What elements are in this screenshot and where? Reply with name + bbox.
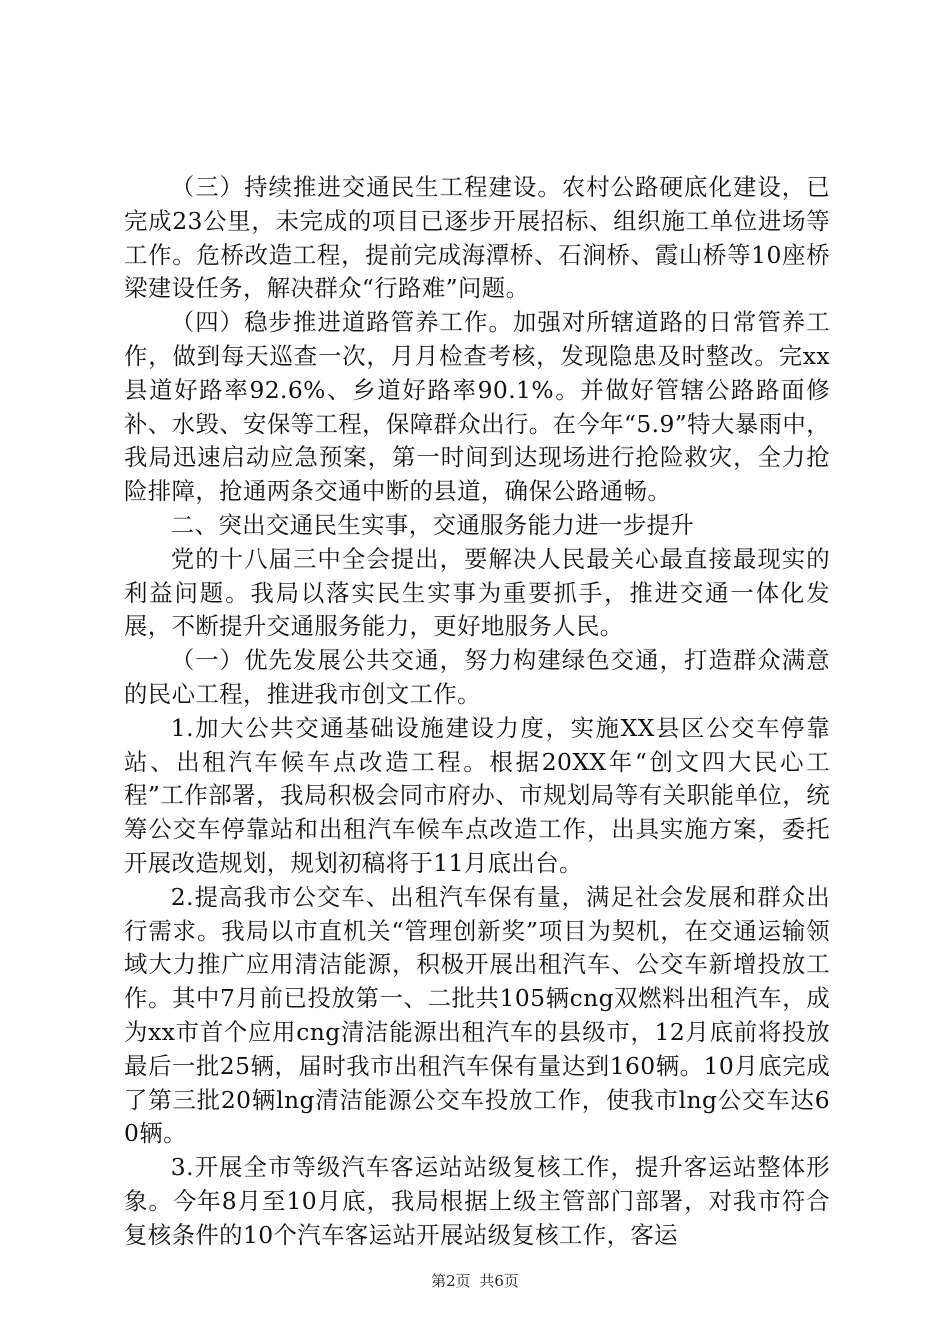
list-item-3-bus-station-review: 3.开展全市等级汽车客运站站级复核工作，提升客运站整体形象。今年8月至10月底，我局根据上级主管部门部署，对我市符合复核条件的10个汽车客运站开展站级复核工作，客运 bbox=[124, 1153, 830, 1249]
paragraph-4-road-maintenance: （四）稳步推进道路管养工作。加强对所辖道路的日常管养工作，做到每天巡查一次，月月检查考核，发现隐患及时整改。完xx县道好路率92.6%、乡道好路率90.1%。并做好管辖公路路面修补、水毁、安保等工程，保障群众出行。在今年“5.9”特大暴雨中，我局迅速启动应急预案，第一时间到达现场进行抢险救灾，全力抢险排障，抢通两条交通中断的县道，确保公路通畅。 bbox=[124, 308, 830, 506]
page-total: 共6页 bbox=[479, 1272, 519, 1290]
document-body bbox=[124, 171, 830, 1253]
page-number: 第2页 bbox=[431, 1272, 471, 1290]
list-item-1-infrastructure: 1.加大公共交通基础设施建设力度，实施XX县区公交车停靠站、出租汽车候车点改造工程。根据20XX年“创文四大民心工程”工作部署，我局积极会同市府办、市规划局等有关职能单位，统筹公交车停靠站和出租汽车候车点改造工作，出具实施方案，委托开展改造规划，规划初稿将于11月底出台。 bbox=[124, 713, 830, 877]
paragraph-third-plenum: 党的十八届三中全会提出，要解决人民最关心最直接最现实的利益问题。我局以落实民生实事为重要抓手，推进交通一体化发展，不断提升交通服务能力，更好地服务人民。 bbox=[124, 544, 830, 641]
paragraph-1-public-transport: （一）优先发展公共交通，努力构建绿色交通，打造群众满意的民心工程，推进我市创文工作。 bbox=[124, 646, 830, 708]
page-footer bbox=[0, 1271, 950, 1291]
section-heading-2: 二、突出交通民生实事，交通服务能力进一步提升 bbox=[170, 510, 695, 539]
list-item-2-vehicle-fleet: 2.提高我市公交车、出租汽车保有量，满足社会发展和群众出行需求。我局以市直机关“管理创新奖”项目为契机，在交通运输领域大力推广应用清洁能源，积极开展出租汽车、公交车新增投放工作。其中7月前已投放第一、二批共105辆cng双燃料出租汽车，成为xx市首个应用cng清洁能源出租汽车的县级市，12月底前将投放最后一批25辆，届时我市出租汽车保有量达到160辆。10月底完成了第三批20辆lng清洁能源公交车投放工作，使我市lng公交车达60辆。 bbox=[124, 882, 830, 1148]
paragraph-3-transport-livelihood: （三）持续推进交通民生工程建设。农村公路硬底化建设，已完成23公里，未完成的项目已逐步开展招标、组织施工单位进场等工作。危桥改造工程，提前完成海潭桥、石涧桥、霞山桥等10座桥梁建设任务，解决群众“行路难”问题。 bbox=[124, 173, 830, 303]
